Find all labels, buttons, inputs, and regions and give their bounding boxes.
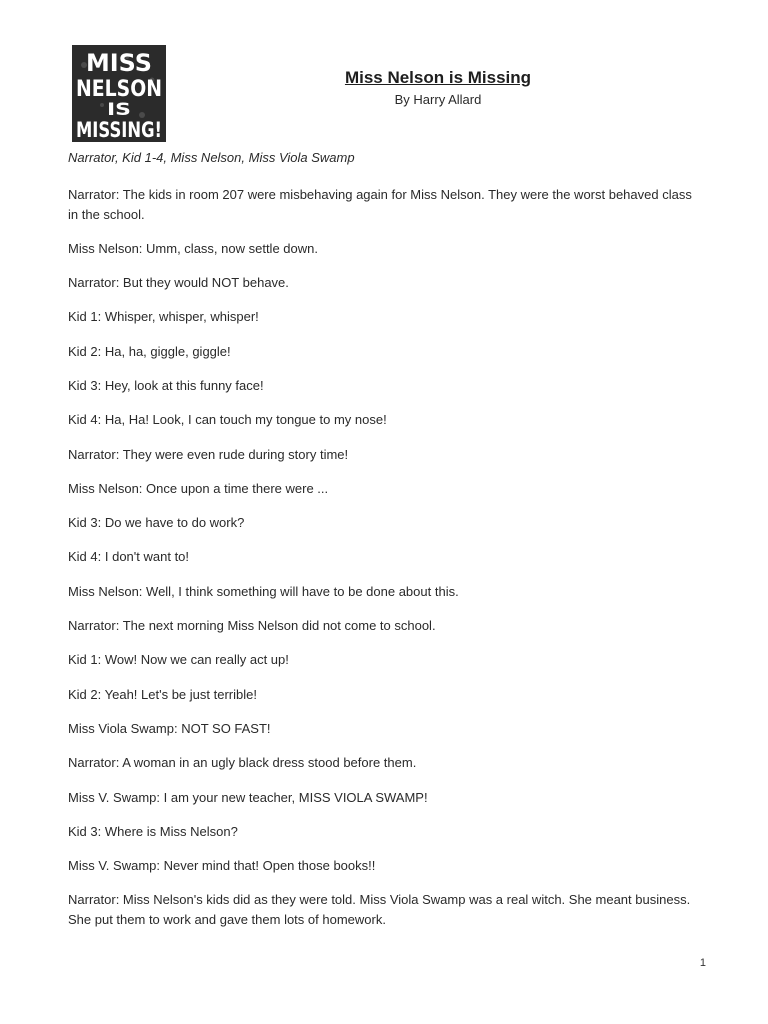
title-block (300, 67, 576, 109)
speaker-name: Miss V. Swamp : (68, 790, 164, 805)
script-line (68, 616, 704, 636)
dialogue-text: Once upon a time there were ... (146, 480, 329, 496)
speaker-name: Kid 4 : (68, 549, 105, 564)
dialogue-text: Well, I think something will have to be done about this. (146, 583, 459, 599)
script-line (68, 650, 704, 670)
dialogue-text: Umm, class, now settle down. (146, 240, 318, 256)
script-line (68, 307, 704, 327)
dialogue-text: Miss Nelson's kids did as they were told. Miss Viola Swamp was a real witch. She meant business. She put them to work and gave them lots of homework. (68, 892, 691, 927)
dialogue-text: But they would NOT behave. (122, 275, 289, 291)
script-line (68, 239, 704, 259)
dialogue-text: I don't want to! (104, 549, 190, 565)
dialogue-text: A woman in an ugly black dress stood before them. (122, 755, 417, 771)
script-line (68, 856, 704, 876)
dialogue-text: I am your new teacher, MISS VIOLA SWAMP! (163, 789, 428, 805)
logo-line-1: MISS (86, 49, 152, 77)
script-line (68, 410, 704, 430)
speaker-name: Miss Viola Swamp : (68, 721, 181, 736)
speaker-name: Kid 2 : (68, 344, 105, 359)
dialogue-text: The kids in room 207 were misbehaving again for Miss Nelson. They were the worst behaved class in the school. (68, 187, 692, 222)
document-author: By Harry Allard (394, 92, 482, 107)
speaker-name: Miss Nelson : (68, 481, 146, 496)
script-line (68, 479, 704, 499)
script-line (68, 376, 704, 396)
dialogue-text: NOT SO FAST! (181, 720, 271, 736)
speaker-name: Narrator : (68, 187, 123, 202)
speaker-name: Narrator : (68, 275, 123, 290)
speaker-name: Kid 1 : (68, 309, 105, 324)
speaker-name: Kid 3 : (68, 515, 105, 530)
book-cover-logo (72, 45, 166, 142)
logo-line-3: IS (107, 100, 131, 120)
script-line (68, 342, 704, 362)
logo-line-2: NELSON (76, 77, 162, 102)
document-title: Miss Nelson is Missing (344, 68, 532, 87)
logo-line-4: MISSING! (76, 118, 162, 142)
dialogue-text: Where is Miss Nelson? (104, 823, 238, 839)
script-line (68, 685, 704, 705)
page-number: 1 (699, 957, 706, 969)
speaker-name: Kid 1 : (68, 652, 105, 667)
speaker-name: Narrator : (68, 618, 123, 633)
speaker-name: Miss Nelson : (68, 584, 146, 599)
script-line (68, 788, 704, 808)
dialogue-text: Do we have to do work? (104, 515, 245, 531)
speaker-name: Narrator : (68, 755, 122, 770)
dialogue-text: Never mind that! Open those books!! (163, 858, 376, 874)
script-line (68, 822, 704, 842)
script-line (68, 890, 704, 929)
dialogue-text: They were even rude during story time! (122, 446, 349, 462)
speaker-name: Kid 2 : (68, 687, 105, 702)
dialogue-text: Wow! Now we can really act up! (104, 652, 289, 668)
script-line (68, 582, 704, 602)
speaker-name: Narrator : (68, 892, 123, 907)
cast-list: Narrator, Kid 1-4, Miss Nelson, Miss Viola Swamp (68, 150, 355, 165)
dialogue-text: Ha, Ha! Look, I can touch my tongue to my nose! (104, 412, 387, 428)
script-line (68, 719, 704, 739)
script-line (68, 753, 704, 773)
speaker-name: Miss Nelson : (68, 241, 146, 256)
speaker-name: Kid 3 : (68, 824, 105, 839)
script-line (68, 547, 704, 567)
script-line (68, 445, 704, 465)
dialogue-text: The next morning Miss Nelson did not come to school. (122, 618, 436, 634)
speaker-name: Kid 4 : (68, 412, 105, 427)
dialogue-text: Hey, look at this funny face! (104, 377, 264, 393)
script-body (68, 185, 704, 944)
script-line (68, 513, 704, 533)
speaker-name: Narrator : (68, 447, 123, 462)
speaker-name: Miss V. Swamp : (68, 858, 164, 873)
dialogue-text: Yeah! Let's be just terrible! (104, 686, 257, 702)
speaker-name: Kid 3 : (68, 378, 105, 393)
dialogue-text: Whisper, whisper, whisper! (104, 309, 259, 325)
script-line (68, 185, 704, 224)
dialogue-text: Ha, ha, giggle, giggle! (104, 343, 231, 359)
script-line (68, 273, 704, 293)
